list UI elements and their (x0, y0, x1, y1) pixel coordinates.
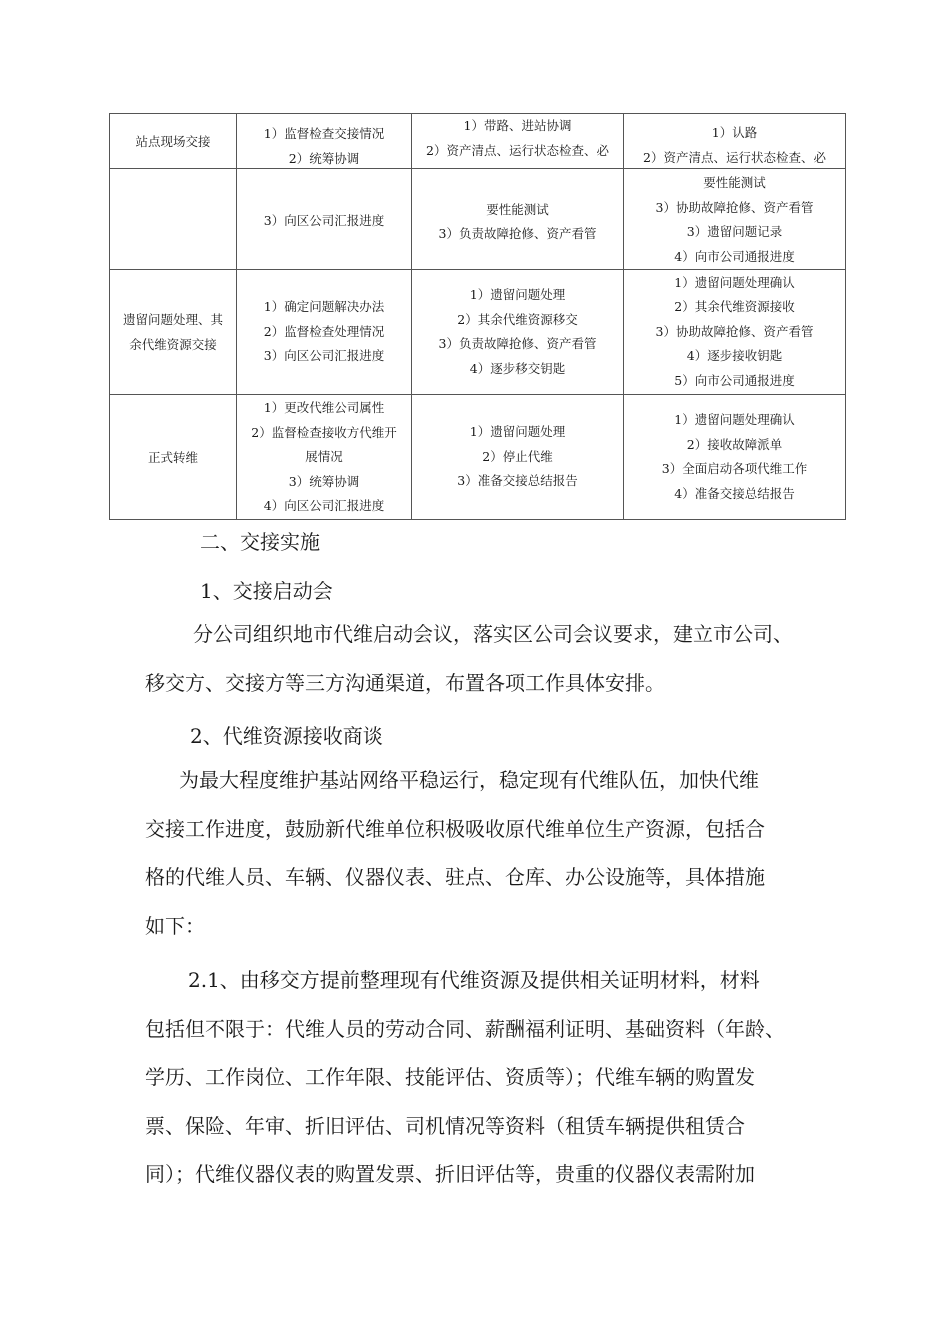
cell-line: 1）遗留问题处理 (469, 287, 566, 302)
cell-line: 3）协助故障抢修、资产看管 (655, 199, 814, 215)
cell-line: 1）监督检查交接情况 (263, 126, 385, 141)
cell-col2 (412, 114, 624, 169)
stage-cell: 站点现场交接 (110, 114, 237, 169)
paragraph-line: 包括但不限于：代维人员的劳动合同、薪酬福利证明、基础资料（年龄、 (145, 1016, 785, 1041)
paragraph-resources (145, 756, 865, 950)
paragraph-line: 分公司组织地市代维启动会议，落实区公司会议要求，建立市公司、 (193, 622, 793, 646)
cell-line: 1）遗留问题处理确认 (674, 274, 795, 290)
cell-line: 要性能测试 (486, 201, 549, 217)
paragraph-line: 如下： (145, 913, 205, 938)
paragraph-line: 交接工作进度，鼓励新代维单位积极吸收原代维单位生产资源，包括合 (145, 816, 765, 841)
table-row (110, 114, 846, 169)
cell-line: 3）准备交接总结报告 (457, 473, 578, 489)
cell-line: 4）准备交接总结报告 (674, 485, 795, 501)
cell-line: 5）向市公司通报进度 (674, 372, 795, 388)
cell-col3 (624, 169, 846, 270)
subheading-resource-talks: 2、代维资源接收商谈 (190, 724, 383, 748)
cell-line: 2）其余代维资源移交 (457, 311, 578, 327)
cell-line: 2）其余代维资源接收 (674, 299, 795, 315)
cell-line: 3）遗留问题记录 (686, 224, 783, 239)
cell-line: 2）接收故障派单 (686, 436, 783, 452)
paragraph-kickoff (145, 610, 865, 707)
cell-line: 3）统筹协调 (288, 473, 360, 489)
cell-line: 3）全面启动各项代维工作 (661, 461, 808, 476)
stage-cell (110, 169, 237, 270)
cell-line: 展情况 (305, 449, 343, 464)
paragraph-line: 2.1、由移交方提前整理现有代维资源及提供相关证明材料，材料 (188, 968, 760, 992)
cell-line: 1）带路、进站协调 (463, 118, 572, 133)
cell-line: 2）监督检查接收方代维开 (251, 424, 397, 440)
cell-line: 1）更改代维公司属性 (263, 400, 385, 415)
cell-line: 4）逐步接收钥匙 (686, 348, 783, 364)
paragraph-2-1 (145, 956, 865, 1199)
cell-col2 (412, 270, 624, 395)
handover-table (109, 113, 846, 520)
cell-line: 2）资产清点、运行状态检查、必 (643, 149, 826, 165)
cell-line: 3）向区公司汇报进度 (263, 213, 385, 229)
cell-col1 (237, 169, 412, 270)
cell-col1 (237, 395, 412, 520)
cell-line: 1）认路 (711, 125, 758, 140)
cell-line: 1）遗留问题处理确认 (674, 412, 795, 427)
table-row (110, 395, 846, 520)
cell-col3 (624, 114, 846, 169)
cell-col3 (624, 270, 846, 395)
cell-line: 3）协助故障抢修、资产看管 (655, 323, 814, 339)
cell-line: 3）负责故障抢修、资产看管 (438, 226, 597, 241)
cell-line: 2）停止代维 (482, 448, 553, 464)
cell-col1 (237, 114, 412, 169)
paragraph-line: 同）；代维仪器仪表的购置发票、折旧评估等，贵重的仪器仪表需附加 (145, 1162, 755, 1186)
cell-line: 要性能测试 (703, 175, 766, 190)
table-row (110, 169, 846, 270)
cell-line: 1）遗留问题处理 (469, 424, 566, 440)
cell-line: 1）确定问题解决办法 (263, 299, 385, 315)
cell-col3 (624, 395, 846, 520)
section-heading: 二、交接实施 (200, 530, 320, 554)
table-row (110, 270, 846, 395)
cell-line: 2）监督检查处理情况 (263, 323, 385, 339)
paragraph-line: 格的代维人员、车辆、仪器仪表、驻点、仓库、办公设施等，具体措施 (145, 865, 765, 889)
cell-line: 3）向区公司汇报进度 (263, 348, 385, 364)
cell-col1 (237, 270, 412, 395)
paragraph-line: 票、保险、年审、折旧评估、司机情况等资料（租赁车辆提供租赁合 (145, 1113, 745, 1138)
subheading-kickoff: 1、交接启动会 (200, 579, 333, 603)
cell-line: 4）逐步移交钥匙 (469, 360, 566, 376)
cell-line: 4）向区公司汇报进度 (263, 498, 385, 513)
cell-line: 2）统筹协调 (288, 150, 360, 166)
paragraph-line: 学历、工作岗位、工作年限、技能评估、资质等）；代维车辆的购置发 (145, 1065, 755, 1089)
cell-line: 2）资产清点、运行状态检查、必 (426, 142, 609, 158)
paragraph-line: 移交方、交接方等三方沟通渠道，布置各项工作具体安排。 (145, 670, 665, 695)
cell-col2 (412, 395, 624, 520)
stage-cell: 正式转维 (110, 395, 237, 520)
cell-col2 (412, 169, 624, 270)
stage-cell: 遗留问题处理、其余代维资源交接 (110, 270, 237, 395)
paragraph-line: 为最大程度维护基站网络平稳运行，稳定现有代维队伍，加快代维 (179, 768, 759, 792)
cell-line: 4）向市公司通报进度 (674, 248, 795, 264)
cell-line: 3）负责故障抢修、资产看管 (438, 336, 597, 351)
